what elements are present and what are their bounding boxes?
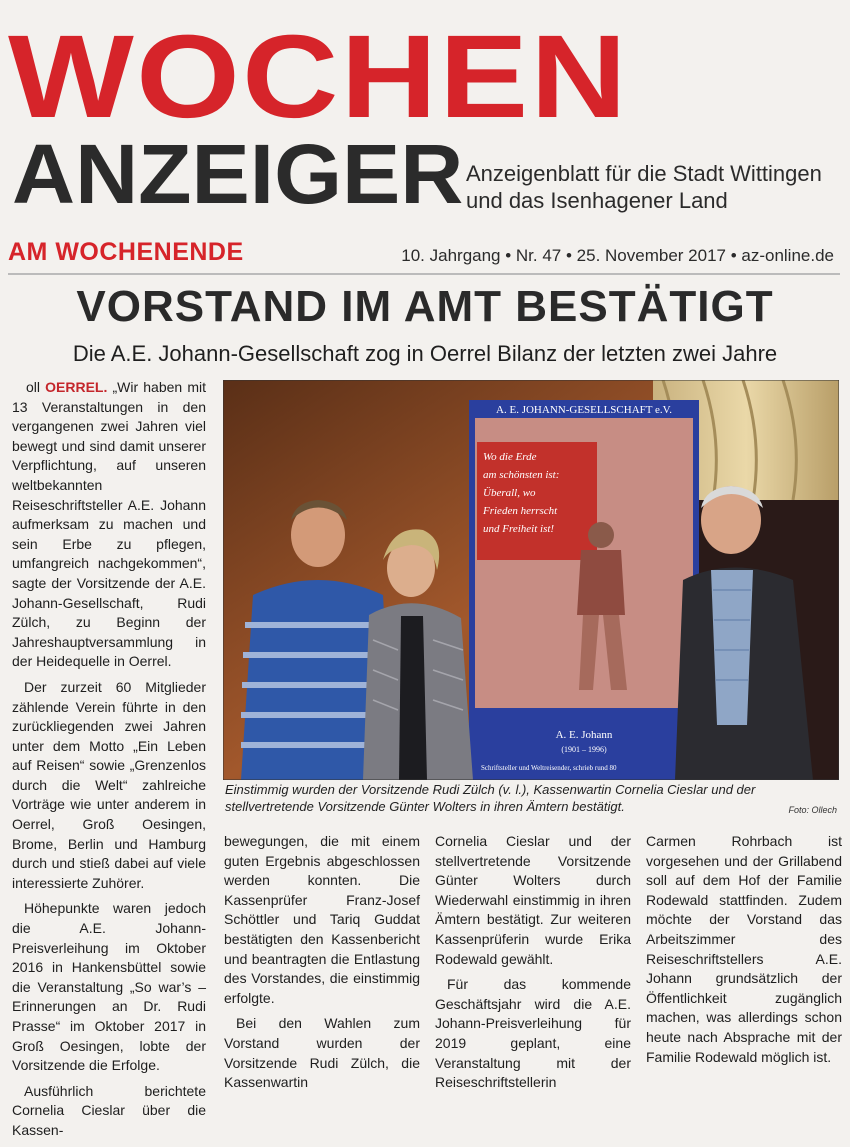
- paragraph: Carmen Rohrbach ist vorgesehen und der Grillabend soll auf dem Hof der Familie Rodewald stattfinden. Zudem möchte der Vorstand das Arbeitszimmer des Reiseschriftstellers A.E. Johann grundsätzlich der Öffentlichkeit zugänglich machen, was allerdings schon heute nach Absprache mit der Familie Rodewald möglich ist.: [646, 833, 842, 1065]
- article-headline: VORSTAND IM AMT BESTÄTIGT: [76, 282, 774, 331]
- banner-title: A. E. JOHANN-GESELLSCHAFT e.V.: [496, 404, 672, 416]
- lead-paragraph: [12, 378, 206, 672]
- banner-quote-5: und Freiheit ist!: [483, 523, 555, 535]
- masthead-divider: [8, 273, 840, 275]
- lead-text: „Wir haben mit 13 Veranstaltungen in den vergangenen zwei Jahren viel bewegt und sind damit unserer Verpflichtung, auf unseren weltbekannten Reiseschriftsteller A.E. Johann aufmerksam zu machen und sein Erbe zu pflegen, umfangreich nachgekommen“, sagte der Vorsitzende der A.E. Johann-Gesellschaft, Rudi Zülch, zu Beginn der Jahreshauptversammlung in der Heidequelle in Oerrel.: [12, 379, 206, 670]
- banner-quote-4: Frieden herrscht: [483, 505, 558, 517]
- article-photo: [223, 380, 839, 780]
- masthead-tagline: [466, 160, 822, 214]
- banner-name: A. E. Johann: [555, 729, 613, 741]
- masthead-title-bottom: ANZEIGER: [12, 127, 464, 221]
- paragraph: Der zurzeit 60 Mitglieder zählende Verein führte in den zurückliegenden zwei Jahren unter dem Motto „Ein Leben auf Reisen“ sowie „Grenzenlos durch die Welt“ zahlreiche Vorträge wie unter anderem in Oerrel, Groß Oesingen, Brome, Berlin und Hamburg durch und stieß dabei auf viele interessierte Zuhörer.: [12, 678, 206, 891]
- masthead-title-top: WOCHEN: [8, 11, 629, 143]
- paragraph: bewegungen, die mit einem guten Ergebnis abgeschlossen werden konnten. Die Kassenprüfer Franz-Josef Schöttler und Tariq Guddat bestätigten den Kassenbericht und beantragten die Entlastung des Vorstandes, die einstimmig erfolgte.: [224, 833, 420, 1006]
- banner-years: (1901 – 1996): [561, 745, 607, 754]
- banner-quote-2: am schönsten ist:: [483, 469, 560, 481]
- article-column-left: [12, 378, 206, 1147]
- author-initials: oll: [26, 379, 41, 395]
- tagline-line-1: Anzeigenblatt für die Stadt Wittingen: [466, 161, 822, 186]
- article-column-2: [224, 832, 420, 1099]
- paragraph: Ausführlich berichtete Cornelia Cieslar über die Kassen-: [12, 1082, 206, 1138]
- banner-quote-1: Wo die Erde: [483, 451, 537, 463]
- photo-caption: Einstimmig wurden der Vorsitzende Rudi Zülch (v. l.), Kassenwartin Cornelia Cieslar und der stellvertretende Vorsitzende Günter Wolters in ihren Ämtern bestätigt.: [225, 782, 756, 814]
- article-column-4: [646, 832, 842, 1073]
- paragraph: Bei den Wahlen zum Vorstand wurden der Vorsitzende Rudi Zülch, die Kassenwartin: [224, 1015, 420, 1091]
- photo-credit: Foto: Ollech: [788, 805, 837, 815]
- paragraph: Höhepunkte waren jedoch die A.E. Johann-Preisverleihung im Oktober 2016 in Hankensbüttel sowie die Veranstaltung „So war’s – Erinnerungen an Dr. Rudi Prasse“ im Oktober 2017 in Groß Oesingen, lobte der Vorsitzende die Erfolge.: [12, 900, 206, 1074]
- edition-label: AM WOCHENENDE: [8, 238, 244, 266]
- issue-line: 10. Jahrgang • Nr. 47 • 25. November 2017 • az-online.de: [401, 246, 834, 265]
- paragraph: Für das kommende Geschäftsjahr wird die A.E. Johann-Preisverleihung für 2019 geplant, eine Veranstaltung mit der Reiseschriftstellerin: [435, 976, 631, 1091]
- banner-quote-3: Überall, wo: [483, 487, 536, 499]
- article-subheadline: Die A.E. Johann-Gesellschaft zog in Oerrel Bilanz der letzten zwei Jahre: [72, 341, 778, 366]
- dateline: OERREL.: [45, 379, 108, 395]
- article-column-3: [435, 832, 631, 1099]
- banner-footer: Schriftsteller und Weltreisender, schrieb rund 80: [481, 764, 617, 772]
- paragraph: Cornelia Cieslar und der stellvertretende Vorsitzende Günter Wolters durch Wiederwahl einstimmig in ihren Ämtern bestätigt. Zur weiteren Kassenprüferin wurde Erika Rodewald gewählt.: [435, 833, 631, 967]
- tagline-line-2: und das Isenhagener Land: [466, 188, 728, 213]
